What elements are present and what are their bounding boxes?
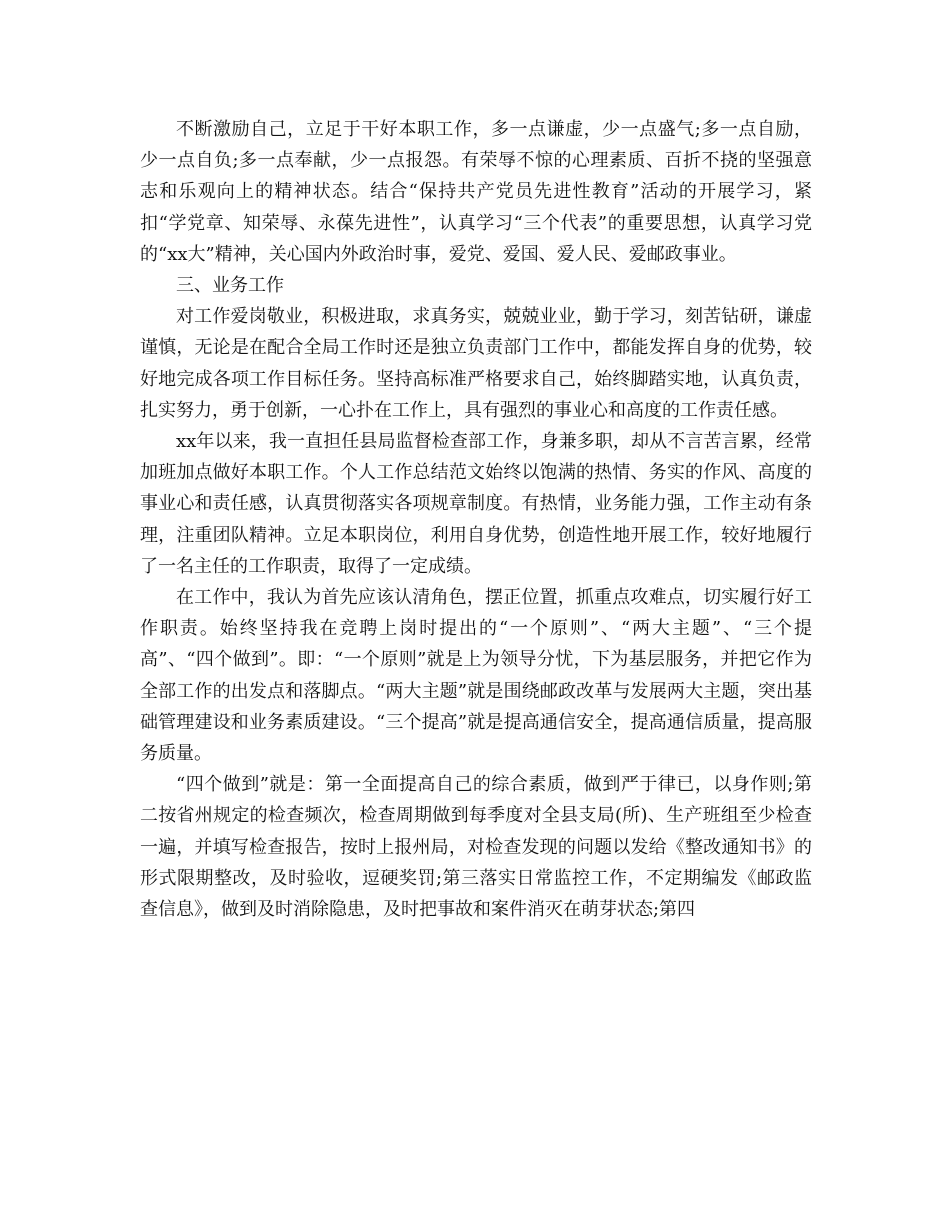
section-heading-business: 三、业务工作 — [176, 275, 284, 297]
paragraph-5: “四个做到”就是：第一全面提高自己的综合素质，做到严于律已，以身作则;第二按省州规定的检查频次，检查周期做到每季度对全县支局(所)、生产班组至少检查一遍，并填写检查报告，按时上报州局，对检查发现的问题以发给《整改通知书》的形式限期整改，及时验收，逗硬奖罚;第三落实日常监控工作，不定期编发《邮政监查信息》，做到及时消除隐患，及时把事故和案件消灭在萌芽状态;第四 — [140, 774, 812, 921]
paragraph-4: 在工作中，我认为首先应该认清角色，摆正位置，抓重点攻难点，切实履行好工作职责。始终坚持我在竞聘上岗时提出的“一个原则”、“两大主题”、“三个提高”、“四个做到”。即：“一个原则”就是上为领导分忧，下为基层服务，并把它作为全部工作的出发点和落脚点。“两大主题”就是围绕邮政改革与发展两大主题，突出基础管理建设和业务素质建设。“三个提高”就是提高通信安全，提高通信质量，提高服务质量。 — [140, 587, 812, 765]
paragraph-2: 对工作爱岗敬业，积极进取，求真务实，兢兢业业，勤于学习，刻苦钻研，谦虚谨慎，无论是在配合全局工作时还是独立负责部门工作中，都能发挥自身的优势，较好地完成各项工作目标任务。坚持高标准严格要求自己，始终脚踏实地，认真负责，扎实努力，勇于创新，一心扑在工作上，具有强烈的事业心和高度的工作责任感。 — [140, 306, 812, 421]
paragraph-3: xx年以来，我一直担任县局监督检查部工作，身兼多职，却从不言苦言累，经常加班加点做好本职工作。个人工作总结范文始终以饱满的热情、务实的作风、高度的事业心和责任感，认真贯彻落实各项规章制度。有热情，业务能力强，工作主动有条理，注重团队精神。立足本职岗位，利用自身优势，创造性地开展工作，较好地履行了一名主任的工作职责，取得了一定成绩。 — [140, 431, 812, 577]
document-page — [140, 114, 812, 925]
paragraph-1: 不断激励自己，立足于干好本职工作，多一点谦虚，少一点盛气;多一点自励，少一点自负;多一点奉献，少一点报怨。有荣辱不惊的心理素质、百折不挠的坚强意志和乐观向上的精神状态。结合“保持共产党员先进性教育”活动的开展学习，紧扣“学党章、知荣辱、永葆先进性”，认真学习“三个代表”的重要思想，认真学习党的“xx大”精神，关心国内外政治时事，爱党、爱国、爱人民、爱邮政事业。 — [140, 119, 812, 265]
